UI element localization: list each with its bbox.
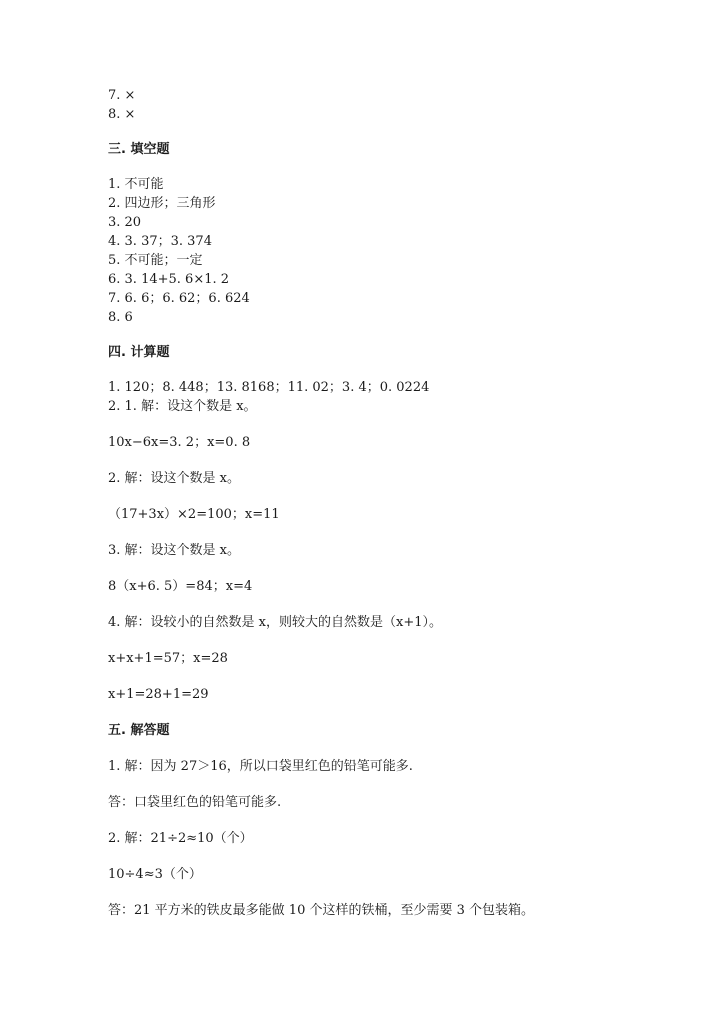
answer-line: 3. 解：设这个数是 x。: [108, 543, 240, 558]
answer-line: 2. 1. 解：设这个数是 x。: [108, 399, 257, 414]
equation-line: 8（x+6. 5）=84；x=4: [108, 579, 253, 594]
answer-line: 4. 3. 37；3. 374: [108, 234, 212, 249]
answer-line: 8. 6: [108, 310, 133, 325]
answer-line: 2. 解：21÷2≈10（个）: [108, 831, 253, 846]
answer-line: 8. ×: [108, 107, 136, 122]
answer-line: 2. 四边形；三角形: [108, 196, 216, 211]
equation-line: x+x+1=57；x=28: [108, 651, 228, 666]
answer-line: 7. ×: [108, 88, 136, 103]
answer-line: 7. 6. 6；6. 62；6. 624: [108, 291, 250, 306]
equation-line: 10x−6x=3. 2；x=0. 8: [108, 435, 251, 450]
answer-line: 1. 解：因为 27＞16，所以口袋里红色的铅笔可能多.: [108, 759, 413, 774]
equation-line: x+1=28+1=29: [108, 687, 209, 702]
answer-line: 5. 不可能；一定: [108, 253, 203, 268]
answer-line: 答：口袋里红色的铅笔可能多.: [108, 795, 282, 810]
answer-line: 答：21 平方米的铁皮最多能做 10 个这样的铁桶，至少需要 3 个包装箱。: [108, 903, 535, 918]
answer-line: 4. 解：设较小的自然数是 x，则较大的自然数是（x+1）。: [108, 615, 442, 630]
answer-line: 6. 3. 14+5. 6×1. 2: [108, 272, 230, 287]
equation-line: （17+3x）×2=100；x=11: [108, 507, 280, 522]
answer-line: 2. 解：设这个数是 x。: [108, 471, 240, 486]
equation-line: 10÷4≈3（个）: [108, 867, 202, 882]
section-heading-fill-in: 三. 填空题: [108, 142, 170, 157]
answer-line: 1. 不可能: [108, 177, 164, 192]
answer-line: 3. 20: [108, 215, 142, 230]
section-heading-calculation: 四. 计算题: [108, 345, 170, 360]
answer-document: [108, 86, 628, 920]
section-heading-word-problems: 五. 解答题: [108, 723, 170, 738]
answer-line: 1. 120；8. 448；13. 8168；11. 02；3. 4；0. 0224: [108, 380, 430, 395]
